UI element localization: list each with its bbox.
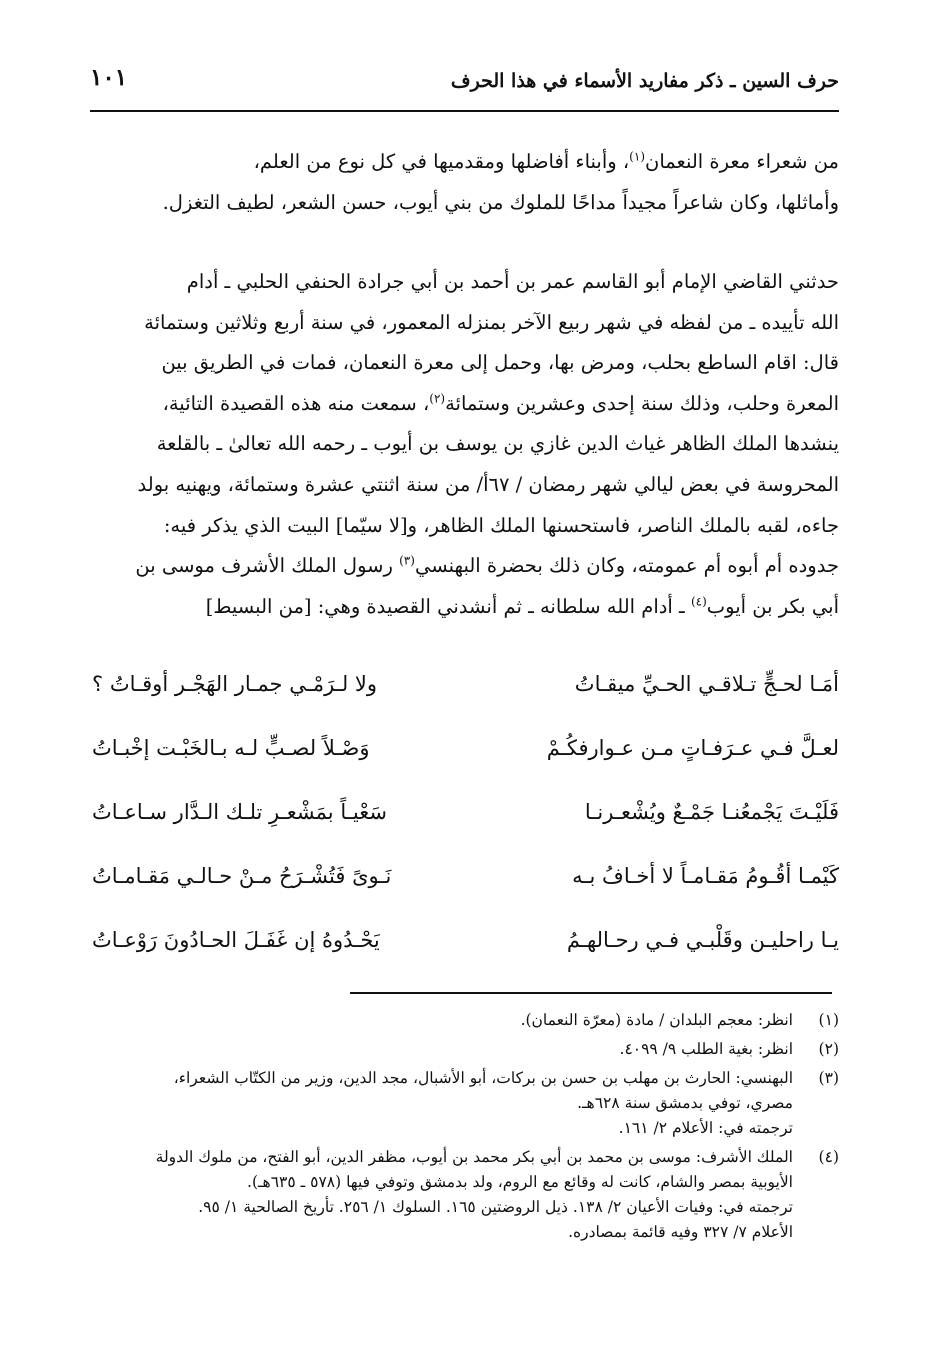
footnote-rule xyxy=(350,992,832,994)
footnote-ref: (٣) xyxy=(399,553,415,568)
poem-verse xyxy=(92,864,839,928)
text-line: جاءه، لقبه بالملك الناصر، فاستحسنها الملك الظاهر، و[لا سيّما] البيت الذي يذكر فيه: xyxy=(163,513,839,537)
text-line: المحروسة في بعض ليالي شهر رمضان / ٦٧أ/ من سنة اثنتي عشرة وستمائة، ويهنيه بولد xyxy=(137,472,839,496)
footnote-ref: (٤) xyxy=(690,594,707,609)
page-number: ١٠١ xyxy=(90,64,128,91)
footnote-text: البهنسي: الحارث بن مهلب بن حسن بن بركات، أبو الأشبال، مجد الدين، وزير من الكتّاب الشعراء، xyxy=(173,1069,793,1087)
header-rule xyxy=(90,110,839,112)
footnote-text: الملك الأشرف: موسى بن محمد بن أبي بكر محمد بن أيوب، مظفر الدين، أبو الفتح، من ملوك الدولة xyxy=(155,1148,793,1166)
footnotes xyxy=(92,1008,849,1249)
footnote xyxy=(92,1066,849,1141)
hemistich-first: يـا راحليـن وقَلْبـي فـي رحـالهـمُ xyxy=(566,928,839,952)
footnote-number: (٢) xyxy=(818,1040,839,1058)
footnote-text: مصري، توفي بدمشق سنة ٦٢٨هـ. xyxy=(577,1094,793,1112)
footnote-ref: (٢) xyxy=(429,391,446,406)
footnote xyxy=(92,1145,849,1245)
poem-verse xyxy=(92,672,839,736)
text-line: ينشدها الملك الظاهر غياث الدين غازي بن يوسف بن أيوب ـ رحمه الله تعالىٰ ـ بالقلعة xyxy=(156,432,839,456)
text-line: قال: اقام الساطع بحلب، ومرض بها، وحمل إلى معرة النعمان، فمات في الطريق بين xyxy=(161,351,839,375)
footnote xyxy=(92,1037,849,1062)
paragraph-2 xyxy=(92,262,839,627)
footnote-ref: (١) xyxy=(629,149,645,164)
poem-verse xyxy=(92,928,839,992)
hemistich-first: كَيْمـا أقُـومُ مَقـامـاً لا أخـافُ بـه xyxy=(572,864,839,888)
footnote xyxy=(92,1008,849,1033)
footnote-text: الأيوبية بمصر والشام، كانت له وقائع مع الروم، ولد بدمشق وتوفي فيها (٥٧٨ ـ ٦٣٥هـ). xyxy=(247,1173,793,1191)
footnote-number: (١) xyxy=(818,1011,839,1029)
hemistich-second: سَعْيـاً بمَشْعـرِ تلـك الـدَّار سـاعـاتُ xyxy=(92,800,387,824)
hemistich-first: فَلَيْـتَ يَجْمعُنـا جَمْـعٌ ويُشْعـرنـا xyxy=(584,800,839,824)
footnote-text: الأعلام ٧/ ٣٢٧ وفيه قائمة بمصادره. xyxy=(568,1223,793,1241)
text-line: الله تأييده ـ من لفظه في شهر ربيع الآخر بمنزله المعمور، في سنة أربع وثلاثين وستمائة xyxy=(144,310,839,334)
poem-verse xyxy=(92,736,839,800)
poem xyxy=(92,672,839,992)
footnote-text: انظر: معجم البلدان / مادة (معرّة النعمان). xyxy=(520,1011,793,1029)
hemistich-second: ولا لـرَمْـي جمـار الهَجْـر أوقـاتُ ؟ xyxy=(92,672,378,696)
footnote-number: (٣) xyxy=(818,1069,839,1087)
text-line: حدثني القاضي الإمام أبو القاسم عمر بن أحمد بن أبي جرادة الحنفي الحلبي ـ أدام xyxy=(186,270,839,293)
text-line: من شعراء معرة النعمان$^{(١)}$، وأبناء أفاضلها ومقدميها في كل نوع من العلم، xyxy=(253,149,839,173)
hemistich-second: نَـوىً فَتُشْـرَحُ مـنْ حـالـي مَقـامـاتُ xyxy=(92,864,392,888)
footnote-text: انظر: بغية الطلب ٩/ ٤٠٩٩. xyxy=(619,1040,793,1058)
text-line: أبي بكر بن أيوب$^{(٤)}$ ـ أدام الله سلطانه ـ ثم أنشدني القصيدة وهي: [من البسيط] xyxy=(205,594,839,618)
running-head: حرف السين ـ ذكر مفاريد الأسماء في هذا الحرف xyxy=(450,70,839,92)
paragraph-1 xyxy=(92,142,839,223)
footnote-number: (٤) xyxy=(818,1148,839,1166)
hemistich-first: لعـلَّ فـي عـرَفـاتٍ مـن عـوارفكُـمْ xyxy=(546,736,839,760)
hemistich-second: وَصْـلاً لصـبٍّ لـه بـالخَبْـت إخْبـاتُ xyxy=(92,736,370,760)
footnote-text: ترجمته في: الأعلام ٢/ ١٦١. xyxy=(618,1119,793,1137)
text-line: وأماثلها، وكان شاعراً مجيداً مداحًا للملوك من بني أيوب، حسن الشعر، لطيف التغزل. xyxy=(162,190,839,214)
text-line: جدوده أم أبوه أم عمومته، وكان ذلك بحضرة البهنسي$^{(٣)}$ رسول الملك الأشرف موسى بن xyxy=(135,553,839,578)
poem-verse xyxy=(92,800,839,864)
hemistich-first: أمَـا لحـجٍّ تـلاقـي الحـيِّ ميقـاتُ xyxy=(574,672,839,696)
hemistich-second: يَحْـدُوهُ إن غَفَـلَ الحـادُونَ رَوْعـاتُ xyxy=(92,928,380,952)
footnote-text: ترجمته في: وفيات الأعيان ٢/ ١٣٨. ذيل الروضتين ١٦٥. السلوك ١/ ٢٥٦. تأريخ الصالحية ١/ ٩٥. xyxy=(198,1198,793,1216)
page-header xyxy=(90,58,839,102)
text-line: المعرة وحلب، وذلك سنة إحدى وعشرين وستمائة$^{(٢)}$، سمعت منه هذه القصيدة التائية، xyxy=(162,391,839,415)
